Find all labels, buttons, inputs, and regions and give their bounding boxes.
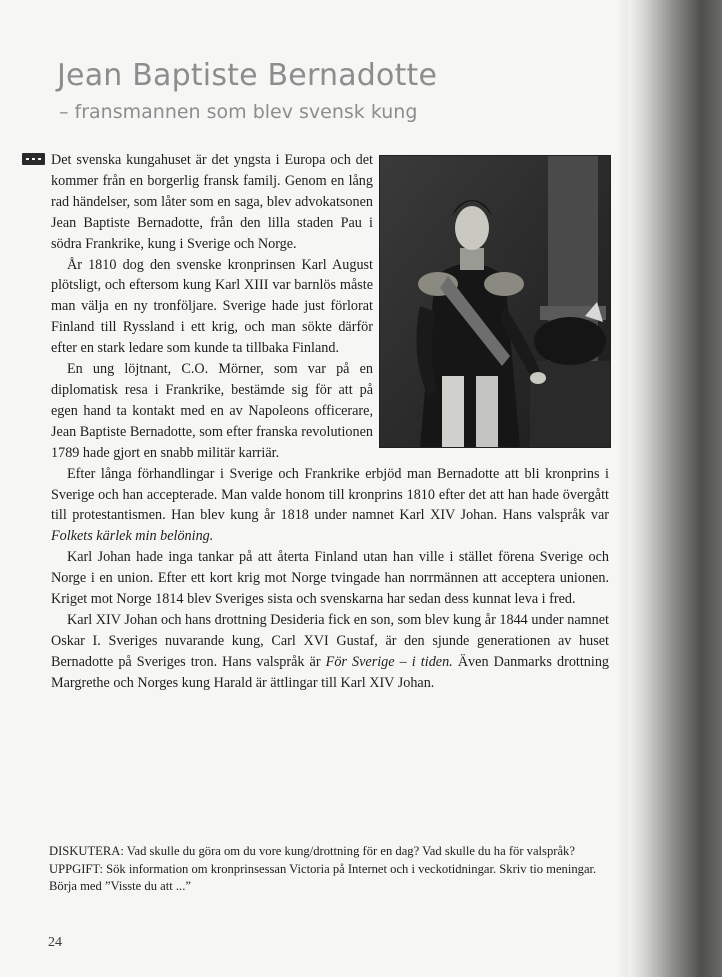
discuss-prompt: DISKUTERA: Vad skulle du göra om du vore kung/drottning för en dag? Vad skulle du ha för valspråk? <box>49 844 575 858</box>
audio-track-icon[interactable] <box>22 153 45 165</box>
page-number: 24 <box>48 935 62 950</box>
motto-karl-xiv-johan: Folkets kärlek min belöning. <box>51 528 214 545</box>
paragraph-2: År 1810 dog den svenske kronprinsen Karl August plötsligt, och eftersom kung Karl XIII var barnlös måste man välja en ny tronföljare. Sverige hade just förlorat Finland till Ryssland i ett krig, och man sökte därför efter en stark ledare som kunde ta tillbaka Finland. <box>51 256 373 357</box>
exercise-box <box>49 843 609 896</box>
task-prompt: UPPGIFT: Sök information om kronprinsessan Victoria på Internet och i veckotidningar. Skriv tio meningar. Börja med ”Visste du att ...” <box>49 861 597 894</box>
book-spine-shadow <box>628 0 722 977</box>
paragraph-5: Karl Johan hade inga tankar på att återta Finland utan han ville i stället förena Sverige och Norge i en union. Efter ett kort krig mot Norge tvingade han norrmännen att acceptera unionen. Kriget mot Norge 1814 blev Sveriges sista och svenskarna har sedan dess kunnat leva i fred. <box>51 549 609 608</box>
motto-carl-xvi-gustaf: För Sverige – i tiden. <box>325 653 453 670</box>
paragraph-6 <box>51 610 609 694</box>
paragraph-6-text: Karl XIV Johan och hans drottning Desideria fick en son, som blev kung år 1844 under namnet Oskar I. Sveriges nuvarande kung, Carl XVI Gustaf, är den sjunde generationen av huset Bernadotte på Sveriges tron. Hans valspråk är <box>51 611 609 670</box>
article-body <box>51 150 609 694</box>
paragraph-6-end: Även Danmarks drottning Margrethe och Norges kung Harald är ättlingar till Karl XIV Johan. <box>51 653 610 691</box>
image-wrap-space <box>373 150 609 450</box>
paragraph-3: En ung löjtnant, C.O. Mörner, som var på en diplomatisk resa i Frankrike, bestämde sig för att på egen hand ta kontakt med en av Napoleons officerare, Jean Baptiste Bernadotte, som efter franska revolutionen 1789 hade gjort en snabb militär karriär. <box>51 361 373 461</box>
paragraph-1: Det svenska kungahuset är det yngsta i Europa och det kommer från en borgerlig fransk familj. Genom en lång rad händelser, som låter som en saga, blev advokatsonen Jean Baptiste Bernadotte, från den lilla staden Pau i södra Frankrike, kung i Sverige och Norge. <box>51 152 373 252</box>
paragraph-4-text: Efter långa förhandlingar i Sverige och Frankrike erbjöd man Bernadotte att bli kronprins i Sverige och han accepterade. Man valde honom till kronprins 1810 efter det att han hade övergått till protestantismen. Han blev kung år 1818 under namnet Karl XIV Johan. Hans valspråk var <box>51 465 609 524</box>
paragraph-4 <box>51 464 609 548</box>
page-subtitle: – fransmannen som blev svensk kung <box>59 101 418 123</box>
page-title: Jean Baptiste Bernadotte <box>57 58 438 93</box>
